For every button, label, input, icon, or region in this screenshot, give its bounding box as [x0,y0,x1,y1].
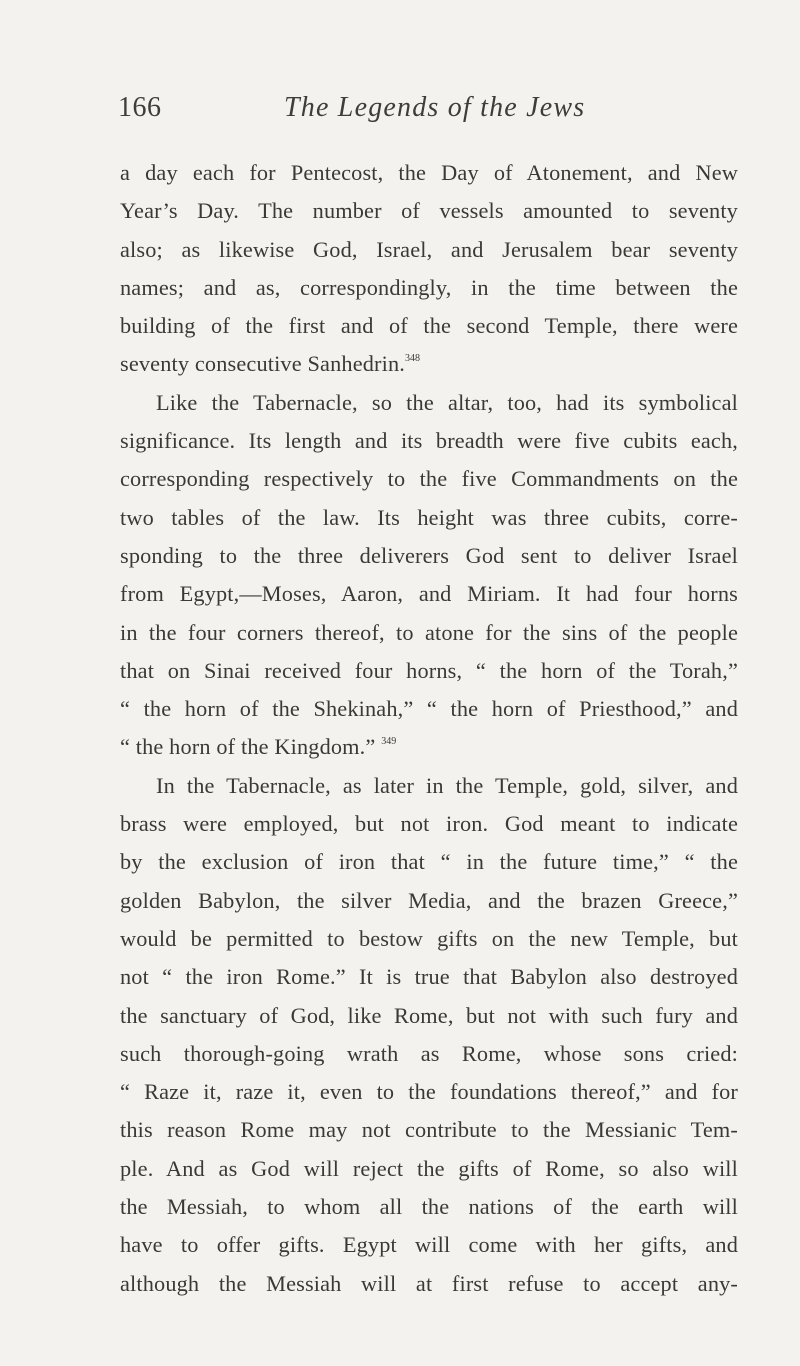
text-line: “ the horn of the Kingdom.” [120,734,376,760]
paragraph-start: Like the Tabernacle, so the altar, too, had its symbolical [156,389,738,415]
text-line: the sanctuary of God, like Rome, but not with such fury and [120,1002,738,1028]
body-text [120,154,738,1303]
text-line: a day each for Pentecost, the Day of Atonement, and New [120,160,738,185]
text-line-with-footnote [120,345,738,383]
text-line: Year’s Day. The number of vessels amounted to seventy [120,198,738,224]
running-title: The Legends of the Jews [284,92,586,123]
text-line-with-footnote [120,728,738,766]
paragraph-start: In the Tabernacle, as later in the Temple, gold, silver, and [156,772,738,798]
text-line: ple. And as God will reject the gifts of Rome, so also will [120,1155,738,1181]
text-line: such thorough-going wrath as Rome, whose sons cried: [120,1040,738,1066]
text-line: corresponding respectively to the five Commandments on the [120,466,738,492]
text-line: two tables of the law. Its height was three cubits, corre- [120,504,738,530]
text-line: that on Sinai received four horns, “ the horn of the Torah,” [120,657,738,683]
text-line: “ the horn of the Shekinah,” “ the horn of Priesthood,” and [120,696,738,722]
text-line: from Egypt,—Moses, Aaron, and Miriam. It had four horns [120,581,738,607]
text-line: the Messiah, to whom all the nations of the earth will [120,1194,738,1220]
page-header [118,92,738,132]
footnote-marker: 348 [405,353,420,365]
text-line: this reason Rome may not contribute to the Messianic Tem- [120,1117,738,1143]
text-line: “ Raze it, raze it, even to the foundations thereof,” and for [120,1079,738,1105]
text-line: would be permitted to bestow gifts on the new Temple, but [120,925,738,951]
text-line: golden Babylon, the silver Media, and the brazen Greece,” [120,887,738,913]
text-line: sponding to the three deliverers God sent to deliver Israel [120,542,738,568]
text-line: not “ the iron Rome.” It is true that Babylon also destroyed [120,964,738,990]
text-line: seventy consecutive Sanhedrin. [120,351,405,377]
text-line: also; as likewise God, Israel, and Jerusalem bear seventy [120,236,738,262]
text-line: building of the first and of the second Temple, there were [120,313,738,339]
text-line: names; and as, correspondingly, in the time between the [120,274,738,300]
text-line: have to offer gifts. Egypt will come with her gifts, and [120,1232,738,1258]
text-line: significance. Its length and its breadth were five cubits each, [120,428,738,454]
text-line: by the exclusion of iron that “ in the future time,” “ the [120,849,738,875]
text-line: although the Messiah will at first refuse to accept any- [120,1270,738,1296]
page-number: 166 [118,92,162,123]
footnote-marker: 349 [381,736,397,748]
text-line: in the four corners thereof, to atone for the sins of the people [120,619,738,645]
text-line: brass were employed, but not iron. God meant to indicate [120,811,738,837]
